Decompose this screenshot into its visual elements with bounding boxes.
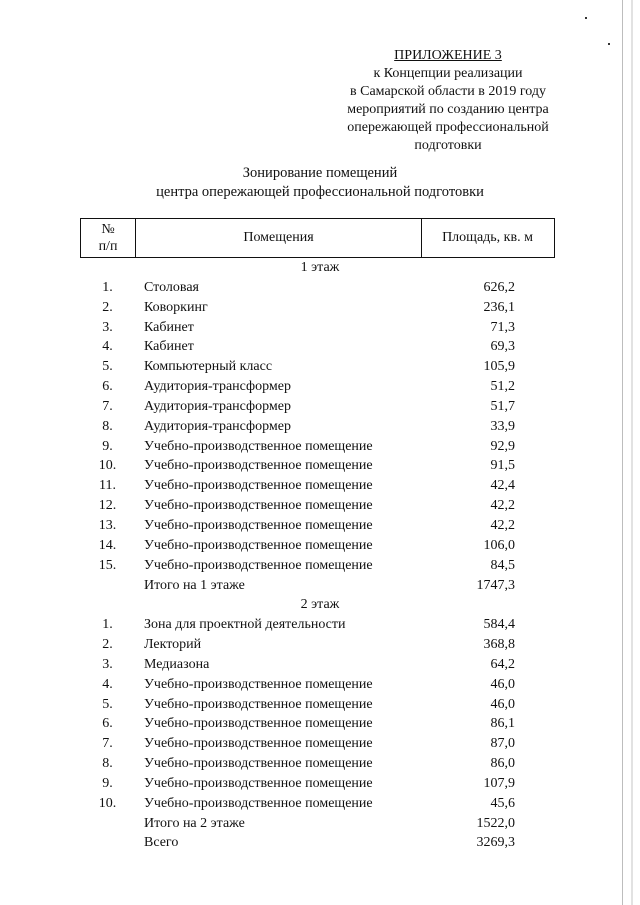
room-area: 86,1 [490, 716, 515, 732]
room-name: Всего [144, 835, 179, 851]
table-row [0, 357, 640, 377]
room-name: Итого на 2 этаже [144, 815, 245, 831]
room-name: Учебно-производственное помещение [144, 478, 373, 494]
room-area: 236,1 [483, 299, 515, 315]
room-name: Кабинет [144, 319, 194, 335]
room-area: 71,3 [490, 319, 515, 335]
table-row [0, 695, 640, 715]
table-row [0, 615, 640, 635]
row-number: 3. [102, 319, 113, 335]
table-header [80, 218, 555, 258]
room-area: 1747,3 [476, 577, 515, 593]
table-row [0, 794, 640, 814]
row-number: 14. [98, 537, 117, 553]
scan-speck [608, 43, 610, 45]
row-number: 3. [102, 656, 113, 672]
row-number: 5. [102, 359, 113, 375]
row-number: 11. [99, 478, 116, 494]
room-name: Компьютерный класс [144, 359, 273, 375]
table-row [0, 556, 640, 576]
table-row [0, 456, 640, 476]
row-number: 8. [102, 756, 113, 772]
room-name: Лекторий [144, 637, 202, 653]
room-name: Аудитория-трансформер [144, 418, 291, 434]
row-number: 8. [102, 418, 113, 434]
row-number: 13. [98, 517, 117, 533]
table-row [0, 278, 640, 298]
document-title [20, 164, 620, 202]
row-number: 7. [102, 398, 113, 414]
room-area: 84,5 [490, 557, 515, 573]
room-area: 92,9 [490, 438, 515, 454]
appendix-block [330, 47, 566, 155]
room-name: Учебно-производственное помещение [144, 557, 373, 573]
room-area: 42,4 [490, 478, 515, 494]
row-number: 7. [102, 736, 113, 752]
table-row [0, 397, 640, 417]
row-number: 6. [102, 716, 113, 732]
room-name: Учебно-производственное помещение [144, 736, 373, 752]
table-body [0, 258, 640, 853]
row-number: 1. [102, 279, 113, 295]
table-row [0, 476, 640, 496]
table-row [0, 754, 640, 774]
room-area: 3269,3 [476, 835, 515, 851]
table-row [0, 516, 640, 536]
room-name: Учебно-производственное помещение [144, 775, 373, 791]
floor-label: 1 этаж [300, 260, 340, 275]
room-name: Столовая [144, 279, 199, 295]
room-name: Учебно-производственное помещение [144, 716, 373, 732]
table-row [0, 298, 640, 318]
floor-section-row [0, 595, 640, 615]
header-rooms-cell: Помещения [136, 219, 422, 257]
table-row [0, 675, 640, 695]
room-area: 1522,0 [476, 815, 515, 831]
header-number-label: № [101, 222, 115, 237]
table-row [0, 655, 640, 675]
row-number: 2. [102, 637, 113, 653]
table-row [0, 437, 640, 457]
room-name: Кабинет [144, 339, 194, 355]
floor-label: 2 этаж [300, 597, 340, 613]
appendix-line: подготовки [414, 138, 482, 153]
table-row [0, 496, 640, 516]
room-name: Учебно-производственное помещение [144, 795, 373, 811]
table-row [0, 734, 640, 754]
room-area: 105,9 [483, 359, 515, 375]
room-area: 51,2 [490, 379, 515, 395]
room-area: 64,2 [490, 656, 515, 672]
room-area: 107,9 [483, 775, 515, 791]
row-number: 4. [102, 339, 113, 355]
room-name: Учебно-производственное помещение [144, 696, 373, 712]
floor-section-row [0, 258, 640, 278]
appendix-heading: ПРИЛОЖЕНИЕ 3 [394, 48, 502, 63]
table-row [0, 714, 640, 734]
room-area: 45,6 [490, 795, 515, 811]
room-name: Зона для проектной деятельности [144, 617, 346, 633]
row-number: 15. [98, 557, 117, 573]
room-area: 106,0 [483, 537, 515, 553]
room-name: Учебно-производственное помещение [144, 756, 373, 772]
table-row [0, 536, 640, 556]
room-name: Учебно-производственное помещение [144, 498, 373, 514]
room-name: Медиазона [144, 656, 210, 672]
room-area: 51,7 [490, 398, 515, 414]
room-area: 42,2 [490, 517, 515, 533]
appendix-line: опережающей профессиональной [347, 120, 549, 135]
appendix-line: в Самарской области в 2019 году [350, 84, 546, 99]
room-area: 33,9 [490, 418, 515, 434]
room-name: Учебно-производственное помещение [144, 537, 373, 553]
row-number: 9. [102, 438, 113, 454]
total-row [0, 576, 640, 596]
room-area: 46,0 [490, 676, 515, 692]
header-area-cell: Площадь, кв. м [442, 230, 533, 245]
table-row [0, 337, 640, 357]
room-area: 584,4 [483, 617, 515, 633]
room-area: 626,2 [483, 279, 515, 295]
room-area: 69,3 [490, 339, 515, 355]
row-number: 12. [98, 498, 117, 514]
row-number: 1. [102, 617, 113, 633]
room-area: 87,0 [490, 736, 515, 752]
table-row [0, 417, 640, 437]
room-name: Аудитория-трансформер [144, 379, 291, 395]
room-area: 46,0 [490, 696, 515, 712]
scan-speck [585, 17, 587, 19]
room-name: Коворкинг [144, 299, 208, 315]
row-number: 2. [102, 299, 113, 315]
room-area: 86,0 [490, 756, 515, 772]
title-line: центра опережающей профессиональной подготовки [156, 184, 484, 200]
table-row [0, 318, 640, 338]
room-name: Учебно-производственное помещение [144, 438, 373, 454]
room-name: Учебно-производственное помещение [144, 676, 373, 692]
table-row [0, 774, 640, 794]
header-number-label: п/п [98, 239, 118, 254]
room-area: 91,5 [490, 458, 515, 474]
row-number: 5. [102, 696, 113, 712]
total-row [0, 814, 640, 834]
header-number-cell [81, 219, 136, 257]
room-name: Итого на 1 этаже [144, 577, 245, 593]
room-name: Учебно-производственное помещение [144, 458, 373, 474]
table-row [0, 377, 640, 397]
row-number: 10. [98, 795, 117, 811]
table-row [0, 635, 640, 655]
row-number: 9. [102, 775, 113, 791]
total-row [0, 833, 640, 853]
appendix-line: мероприятий по созданию центра [347, 102, 549, 117]
room-name: Учебно-производственное помещение [144, 517, 373, 533]
title-line: Зонирование помещений [242, 165, 398, 181]
row-number: 4. [102, 676, 113, 692]
room-area: 42,2 [490, 498, 515, 514]
room-area: 368,8 [483, 637, 515, 653]
row-number: 10. [98, 458, 117, 474]
row-number: 6. [102, 379, 113, 395]
room-name: Аудитория-трансформер [144, 398, 291, 414]
appendix-line: к Концепции реализации [373, 66, 523, 81]
